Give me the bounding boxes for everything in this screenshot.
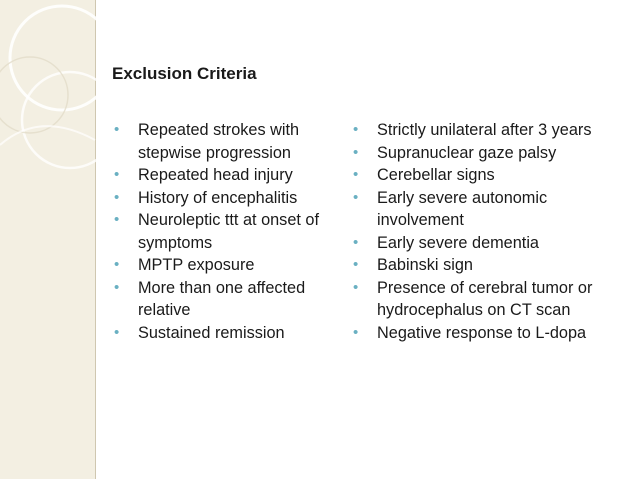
list-item [351,322,601,345]
list-item [112,119,344,164]
list-item [351,187,601,232]
list-item-text: Early severe autonomic involvement [377,188,548,229]
list-item [112,322,344,345]
list-item-text: Cerebellar signs [377,166,495,184]
list-item [351,254,601,277]
list-item [351,119,601,142]
list-item-text: Repeated strokes with stepwise progression [138,121,300,162]
bullet-icon: • [114,211,120,228]
decorative-swirl-icon [0,0,130,200]
bullet-icon: • [353,143,359,161]
bullet-icon: • [114,323,120,341]
bullet-icon: • [114,121,120,138]
bullet-icon: • [114,278,120,296]
page-title: Exclusion Criteria [112,64,257,83]
list-item [112,277,344,322]
bullet-icon: • [114,166,120,183]
list-item-text: Strictly unilateral after 3 years [377,121,592,139]
list-item-text: MPTP exposure [138,256,255,274]
list-item [112,164,344,187]
bullet-icon: • [114,256,120,273]
list-item-text: Negative response to L-dopa [377,323,587,342]
list-item-text: Early severe dementia [377,233,539,252]
left-criteria-list [112,119,344,344]
bullet-icon: • [353,278,359,296]
list-item-text: Neuroleptic ttt at onset of symptoms [138,211,320,252]
list-item-text: More than one affected relative [138,278,306,319]
bullet-icon: • [353,323,359,341]
bullet-icon: • [353,256,359,273]
list-item [351,164,601,187]
list-item-text: Presence of cerebral tumor or hydrocephalus on CT scan [377,278,593,319]
list-item-text: Repeated head injury [138,166,293,184]
list-item [351,277,601,322]
bullet-icon: • [353,166,359,183]
bullet-icon: • [114,188,120,206]
list-item [351,232,601,255]
bullet-icon: • [353,233,359,251]
list-item [112,209,344,254]
list-item [112,254,344,277]
list-item-text: Sustained remission [138,323,285,342]
list-item-text: History of encephalitis [138,188,298,207]
list-item-text: Supranuclear gaze palsy [377,143,557,162]
bullet-icon: • [353,188,359,206]
bullet-icon: • [353,121,359,138]
list-item [351,142,601,165]
right-criteria-list [351,119,601,344]
list-item-text: Babinski sign [377,256,473,274]
list-item [112,187,344,210]
